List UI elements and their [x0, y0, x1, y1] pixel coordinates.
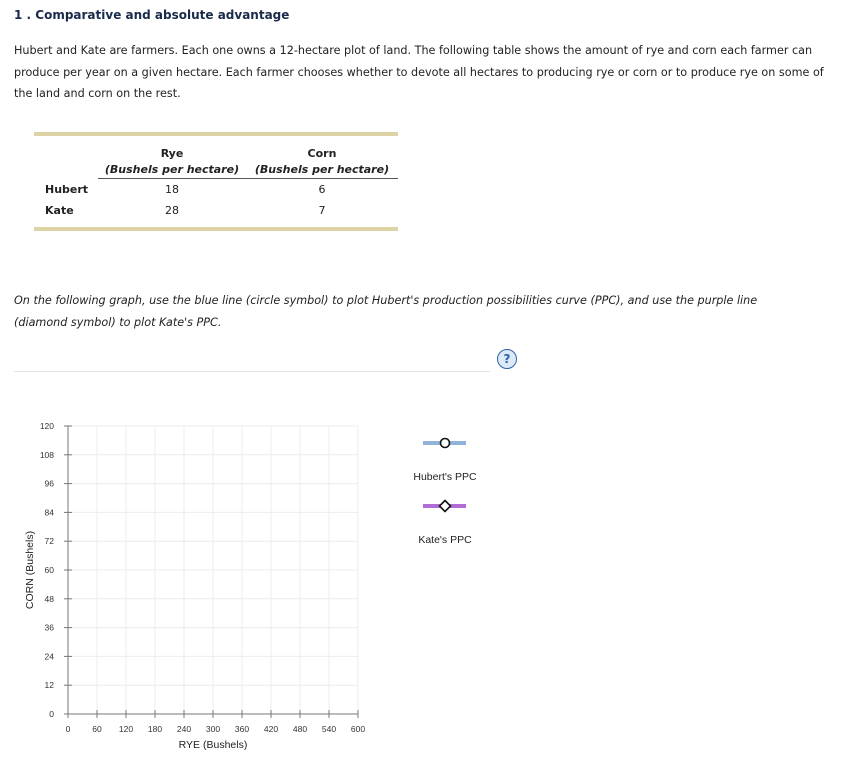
divider [14, 371, 490, 372]
y-tick-label: 0 [49, 709, 54, 719]
legend-kate[interactable] [418, 501, 472, 547]
col-header-rye: Rye [160, 146, 184, 160]
x-tick-labels [66, 724, 366, 734]
cell-hubert-rye: 18 [165, 183, 179, 196]
y-tick-label: 12 [44, 680, 54, 691]
table-row [34, 179, 398, 201]
x-tick-label: 180 [147, 724, 163, 734]
row-name-kate: Kate [45, 204, 74, 217]
x-tick-label: 480 [292, 724, 308, 734]
y-tick-label: 84 [44, 507, 54, 518]
cell-hubert-corn: 6 [318, 183, 326, 196]
x-tick-label: 360 [234, 724, 250, 734]
y-tick-label: 120 [39, 421, 54, 431]
col-unit-corn: (Bushels per hectare) [246, 160, 398, 179]
legend-label-kate: Kate's PPC [418, 534, 472, 546]
y-tick-label: 108 [39, 449, 54, 460]
x-tick-label: 600 [350, 724, 366, 734]
diamond-marker-icon[interactable] [440, 501, 451, 512]
y-tick-label: 48 [44, 593, 54, 604]
cell-kate-corn: 7 [318, 204, 326, 217]
question-title: 1 . Comparative and absolute advantage [14, 8, 290, 22]
legend-label-hubert: Hubert's PPC [413, 471, 477, 483]
x-tick-label: 540 [321, 724, 337, 734]
y-tick-label: 72 [44, 536, 54, 547]
x-axis-label: RYE (Bushels) [178, 739, 248, 751]
x-tick-label: 420 [263, 724, 279, 734]
legend-hubert[interactable] [413, 439, 477, 484]
cell-kate-rye: 28 [165, 204, 179, 217]
intro-paragraph: Hubert and Kate are farmers. Each one owns a 12-hectare plot of land. The following table shows the amount of rye and corn each farmer can produce per year on a given hectare. Each farmer chooses whether to devote all hectares to producing rye or corn or to produce rye on some of the land and corn on the rest. [14, 44, 824, 100]
productivity-table [34, 132, 398, 231]
y-axis-label: CORN (Bushels) [24, 530, 36, 610]
table-bottom-rule [34, 227, 398, 231]
y-tick-label: 60 [44, 565, 54, 575]
circle-marker-icon[interactable] [441, 439, 450, 448]
x-tick-label: 120 [118, 724, 134, 734]
row-name-hubert: Hubert [45, 182, 89, 196]
x-tick-label: 0 [65, 724, 71, 734]
table-row [34, 200, 398, 221]
y-tick-label: 24 [44, 651, 54, 662]
y-tick-label: 96 [44, 478, 54, 489]
x-tick-label: 240 [176, 724, 192, 734]
help-icon[interactable]: ? [497, 349, 517, 369]
ppc-graph[interactable] [0, 410, 520, 765]
col-unit-rye: (Bushels per hectare) [98, 160, 246, 179]
col-header-corn: Corn [307, 146, 337, 160]
y-tick-label: 36 [44, 622, 54, 633]
graph-instructions: On the following graph, use the blue line (circle symbol) to plot Hubert's production possibilities curve (PPC), and use the purple line (diamond symbol) to plot Kate's PPC. [14, 294, 758, 329]
x-tick-label: 300 [205, 724, 221, 734]
y-tick-labels [40, 421, 54, 719]
x-tick-label: 60 [92, 724, 102, 734]
